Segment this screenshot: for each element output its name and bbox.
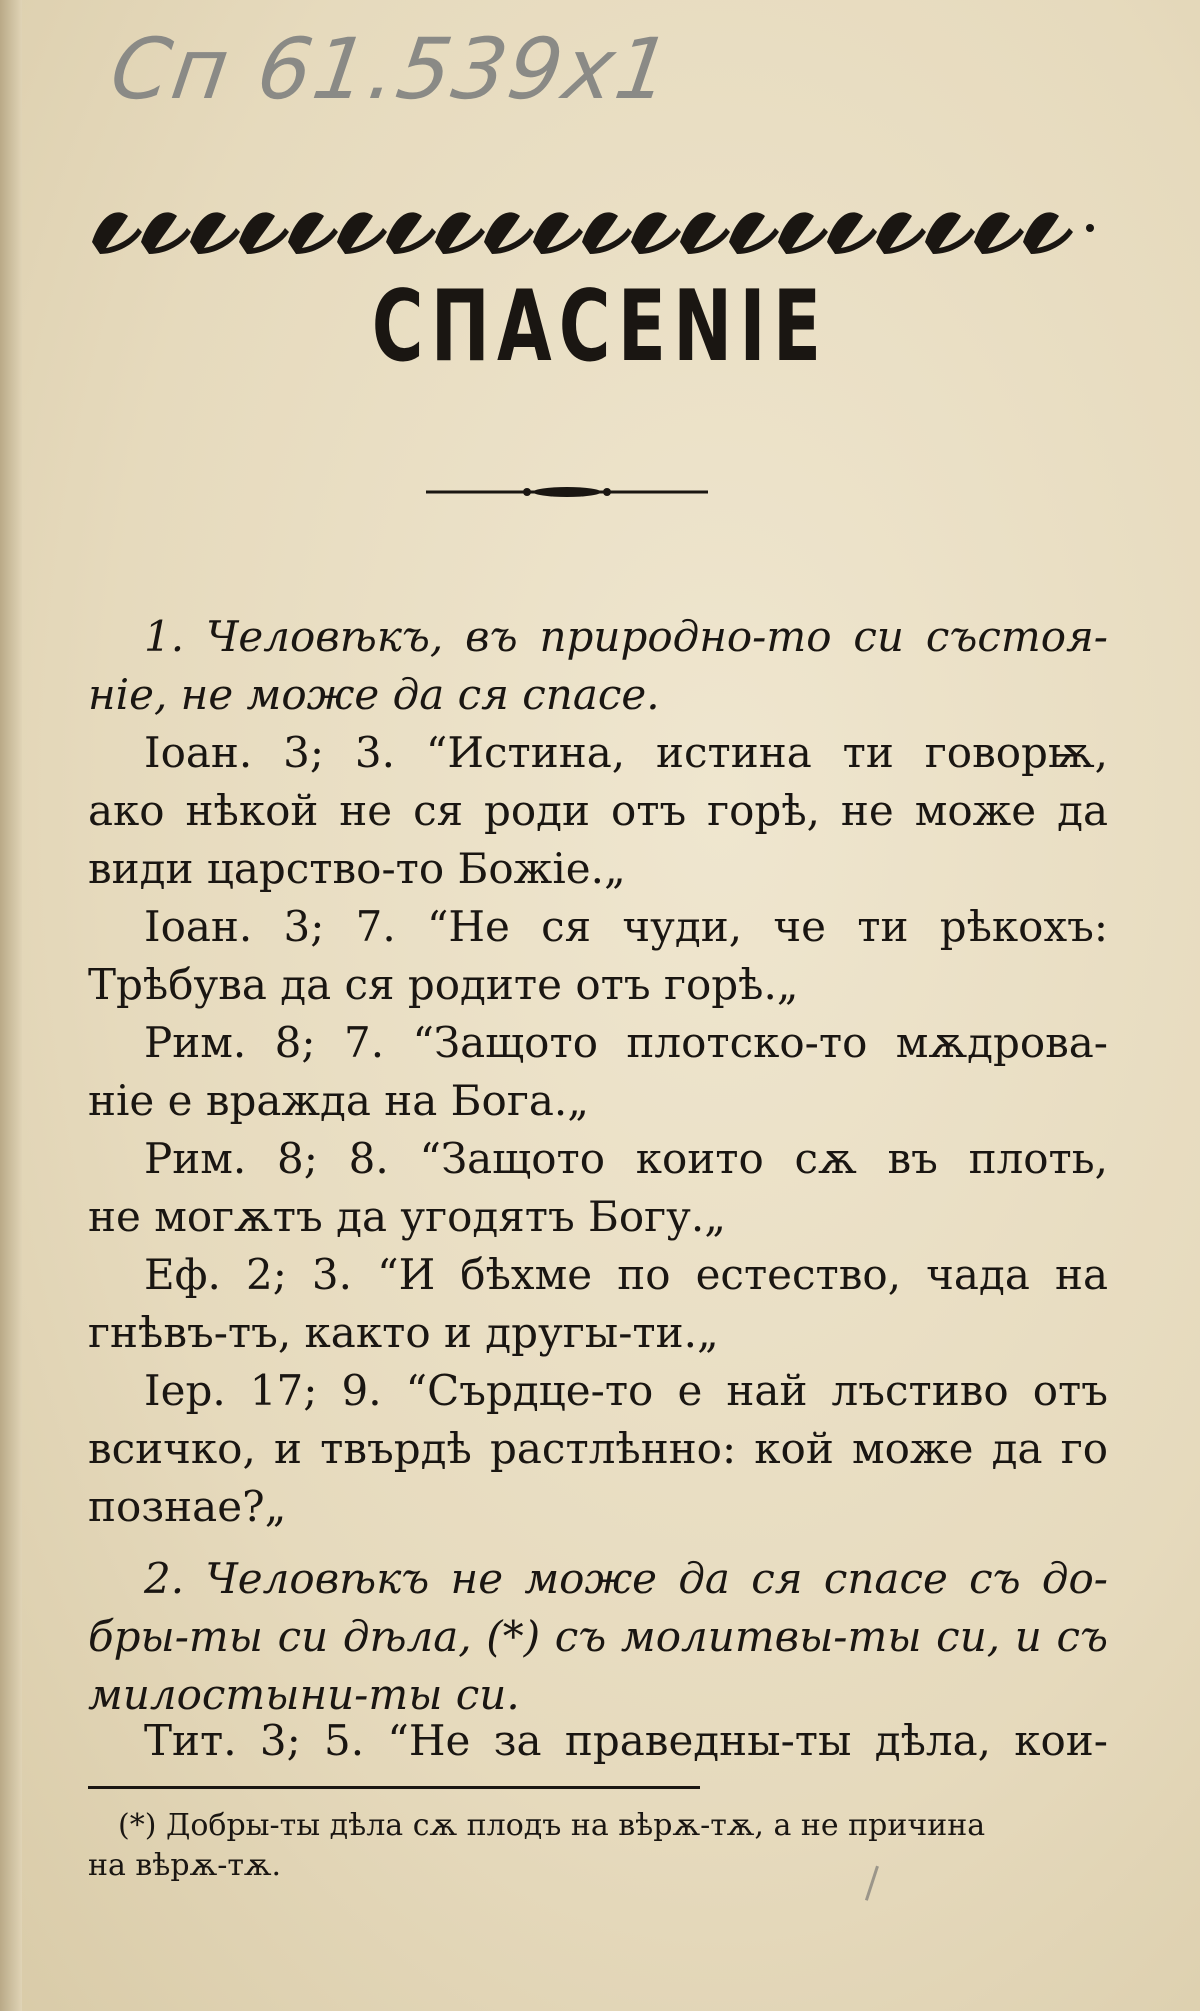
page-title: СПАСЕNIE [371,270,829,384]
pencil-mark [865,1866,896,1907]
ornament-link [1023,212,1073,254]
section-2-heading-line-2: бры-ты си дѣла, (*) съ молитвы-ты си, и съ [88,1612,1108,1661]
verse-line: познае?„ [88,1482,287,1531]
verse-line: Тит. 3; 5. “Не за праведны-ты дѣла, кои- [144,1716,1108,1765]
verse-line: ако нѣкой не ся роди отъ горѣ, не може да [88,786,1108,835]
verse-line: не могѫтъ да угодятъ Богу.„ [88,1192,726,1241]
ornament-link [925,212,975,254]
ornament-link [631,212,681,254]
section-2-heading-line-3: милостыни-ты си. [88,1670,520,1719]
ornament-link [141,212,191,254]
verse-line: Трѣбува да ся родите отъ горѣ.„ [88,960,799,1009]
ornament-link [337,212,387,254]
footnote-rule [88,1786,700,1789]
footnote-line-2: на вѣрѫ-тѫ. [88,1848,282,1883]
ornament-link [680,212,730,254]
ornament-link [729,212,779,254]
ornament-link [533,212,583,254]
section-1-heading-line-1: 1. Человѣкъ, въ природно-то си състоя- [144,612,1108,661]
title-divider-rule [426,482,708,502]
ornament-link [386,212,436,254]
section-2-heading-line-1: 2. Человѣкъ не може да ся спасе съ до- [144,1554,1108,1603]
decorative-ornament-band [84,198,1099,260]
verse-line: Рим. 8; 8. “Защото които сѫ въ плоть, [144,1134,1108,1183]
ornament-end-dot [1086,224,1094,232]
section-1-heading-line-2: ніе, не може да ся спасе. [88,670,660,719]
page-binding-edge [0,0,22,2011]
verse-line: Іер. 17; 9. “Сърдце-то е най лъстиво отъ [144,1366,1108,1415]
ornament-link [288,212,338,254]
verse-line: Еф. 2; 3. “И бѣхме по естество, чада на [144,1250,1108,1299]
ornament-link [827,212,877,254]
ornament-link [92,212,142,254]
verse-line: всичко, и твърдѣ растлѣнно: кой може да го [88,1424,1108,1473]
ornament-link [484,212,534,254]
ornament-link [876,212,926,254]
verse-line: Іоан. 3; 3. “Истина, истина ти говорѭ, [144,728,1108,777]
verse-line: гнѣвъ-тъ, както и другы-ти.„ [88,1308,719,1357]
footnote-line-1: (*) Добры-ты дѣла сѫ плодъ на вѣрѫ-тѫ, а не причина [118,1808,986,1843]
ornament-link [778,212,828,254]
ornament-link [190,212,240,254]
verse-line: ніе е вражда на Бога.„ [88,1076,589,1125]
ornament-link [582,212,632,254]
ornament-link [974,212,1024,254]
verse-line: Іоан. 3; 7. “Не ся чуди, че ти рѣкохъ: [144,902,1108,951]
library-shelfmark: Сп 61.539х1 [105,20,679,118]
ornament-link [239,212,289,254]
verse-line: Рим. 8; 7. “Защото плотско-то мѫдрова- [144,1018,1108,1067]
ornament-link [435,212,485,254]
verse-line: види царство-то Божіе.„ [88,844,626,893]
